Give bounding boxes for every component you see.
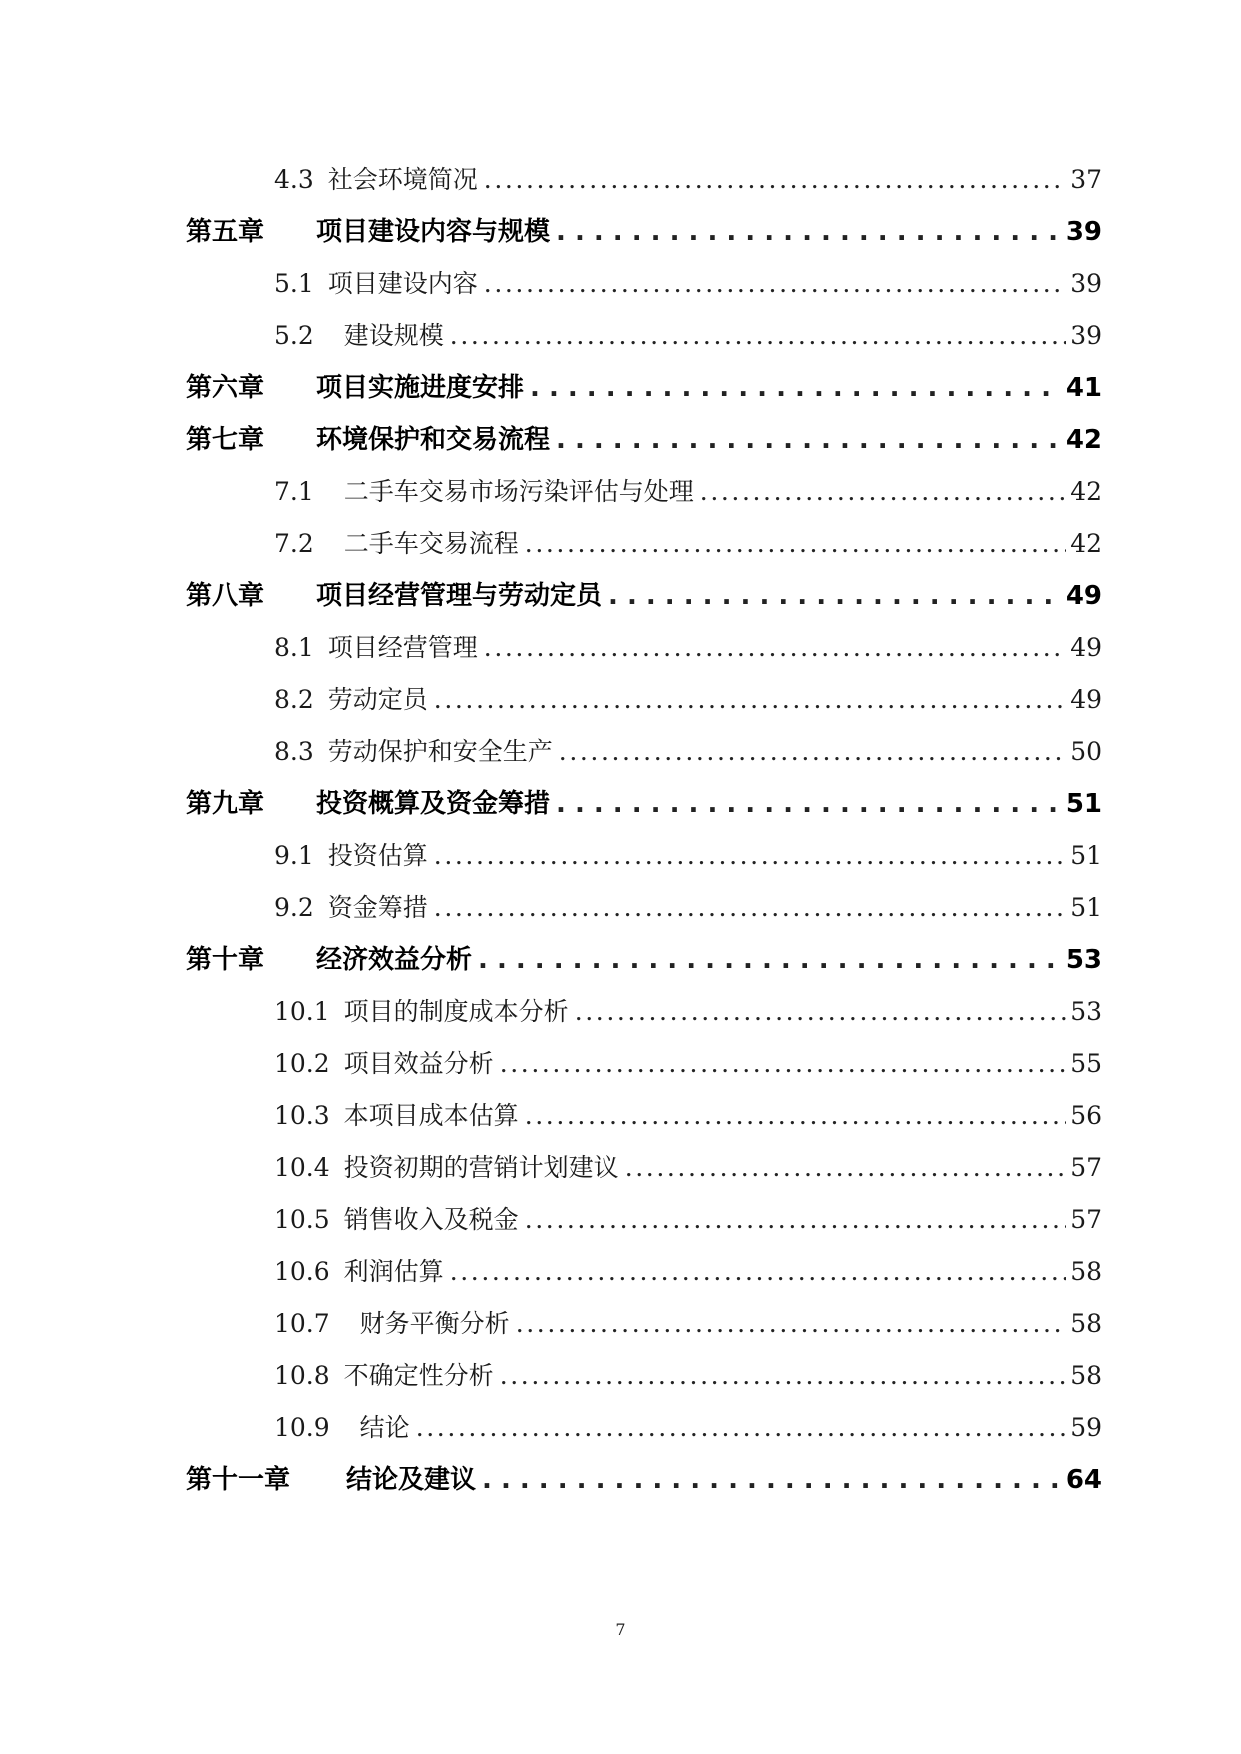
section-number: 9.2	[274, 893, 314, 922]
page-number: 37	[1070, 165, 1102, 194]
page-number: 39	[1065, 217, 1102, 247]
section-title: 投资估算	[327, 841, 428, 870]
dot-leader	[484, 622, 1066, 674]
page-number: 51	[1070, 841, 1102, 870]
section-title: 项目效益分析	[343, 1049, 494, 1078]
toc-chapter-9[interactable]	[186, 778, 1102, 830]
page-number: 42	[1070, 477, 1102, 506]
page-number: 51	[1070, 893, 1102, 922]
dot-leader	[434, 882, 1066, 934]
toc-section-9-1[interactable]	[186, 830, 1102, 882]
section-number: 10.8	[274, 1361, 330, 1390]
toc-chapter-5[interactable]	[186, 206, 1102, 258]
dot-leader	[500, 1350, 1067, 1402]
section-title: 项目经营管理	[327, 633, 478, 662]
section-number: 10.7	[274, 1309, 330, 1338]
toc-section-7-2[interactable]	[186, 518, 1102, 570]
chapter-title: 经济效益分析	[316, 945, 473, 975]
section-number: 8.2	[274, 685, 314, 714]
dot-leader	[525, 518, 1066, 570]
dot-leader	[484, 258, 1066, 310]
page-number: 49	[1070, 633, 1102, 662]
toc-chapter-11[interactable]	[186, 1454, 1102, 1506]
page-number: 57	[1070, 1153, 1102, 1182]
page-number: 49	[1065, 581, 1102, 611]
dot-leader	[608, 570, 1062, 622]
chapter-title: 项目经营管理与劳动定员	[316, 581, 603, 611]
section-title: 建设规模	[343, 321, 444, 350]
dot-leader	[625, 1142, 1067, 1194]
dot-leader	[700, 466, 1066, 518]
chapter-title: 项目实施进度安排	[316, 373, 525, 403]
section-number: 7.2	[274, 529, 314, 558]
page-number: 53	[1070, 997, 1102, 1026]
toc-section-10-1[interactable]	[186, 986, 1102, 1038]
page-number: 64	[1065, 1465, 1102, 1495]
section-number: 5.2	[274, 321, 314, 350]
dot-leader	[556, 778, 1062, 830]
section-title: 社会环境简况	[327, 165, 478, 194]
section-number: 5.1	[274, 269, 314, 298]
chapter-label: 第七章	[186, 425, 265, 455]
section-title: 销售收入及税金	[343, 1205, 519, 1234]
page-number: 42	[1065, 425, 1102, 455]
page-number: 58	[1070, 1309, 1102, 1338]
section-number: 9.1	[274, 841, 314, 870]
toc-section-8-2[interactable]	[186, 674, 1102, 726]
section-title: 不确定性分析	[343, 1361, 494, 1390]
page-number: 56	[1070, 1101, 1102, 1130]
dot-leader	[500, 1038, 1067, 1090]
toc-section-10-3[interactable]	[186, 1090, 1102, 1142]
toc-section-5-2[interactable]	[186, 310, 1102, 362]
dot-leader	[434, 830, 1066, 882]
chapter-title: 结论及建议	[346, 1465, 477, 1495]
section-number: 10.1	[274, 997, 330, 1026]
section-number: 8.1	[274, 633, 314, 662]
chapter-label: 第六章	[186, 373, 265, 403]
chapter-title: 环境保护和交易流程	[316, 425, 551, 455]
page-number: 59	[1070, 1413, 1102, 1442]
dot-leader	[516, 1298, 1067, 1350]
page-number: 41	[1065, 373, 1102, 403]
section-number: 10.3	[274, 1101, 330, 1130]
section-number: 10.2	[274, 1049, 330, 1078]
toc-section-8-3[interactable]	[186, 726, 1102, 778]
section-title: 项目的制度成本分析	[343, 997, 569, 1026]
chapter-label: 第九章	[186, 789, 265, 819]
dot-leader	[525, 1090, 1067, 1142]
toc-section-10-7[interactable]	[186, 1298, 1102, 1350]
section-title: 二手车交易流程	[343, 529, 519, 558]
page-number: 39	[1070, 269, 1102, 298]
toc-section-4-3[interactable]	[186, 154, 1102, 206]
page-number: 58	[1070, 1361, 1102, 1390]
table-of-contents	[186, 154, 1102, 1506]
page-number: 53	[1065, 945, 1102, 975]
toc-section-10-2[interactable]	[186, 1038, 1102, 1090]
toc-section-10-8[interactable]	[186, 1350, 1102, 1402]
chapter-label: 第十章	[186, 945, 265, 975]
page-footer-number: 7	[615, 1620, 626, 1639]
section-title: 资金筹措	[327, 893, 428, 922]
chapter-title: 项目建设内容与规模	[316, 217, 551, 247]
toc-section-9-2[interactable]	[186, 882, 1102, 934]
toc-chapter-8[interactable]	[186, 570, 1102, 622]
toc-chapter-7[interactable]	[186, 414, 1102, 466]
page-number: 55	[1070, 1049, 1102, 1078]
toc-section-10-5[interactable]	[186, 1194, 1102, 1246]
dot-leader	[525, 1194, 1067, 1246]
section-title: 财务平衡分析	[359, 1309, 510, 1338]
dot-leader	[575, 986, 1067, 1038]
section-number: 10.6	[274, 1257, 330, 1286]
page-number: 49	[1070, 685, 1102, 714]
section-title: 劳动定员	[327, 685, 428, 714]
section-number: 7.1	[274, 477, 314, 506]
toc-section-10-9[interactable]	[186, 1402, 1102, 1454]
chapter-label: 第八章	[186, 581, 265, 611]
dot-leader	[530, 362, 1062, 414]
dot-leader	[434, 674, 1066, 726]
dot-leader	[556, 206, 1062, 258]
chapter-title: 投资概算及资金筹措	[316, 789, 551, 819]
page-number: 57	[1070, 1205, 1102, 1234]
toc-section-10-4[interactable]	[186, 1142, 1102, 1194]
chapter-label: 第十一章	[186, 1465, 291, 1495]
toc-section-5-1[interactable]	[186, 258, 1102, 310]
toc-chapter-10[interactable]	[186, 934, 1102, 986]
toc-section-10-6[interactable]	[186, 1246, 1102, 1298]
page-number: 50	[1070, 737, 1102, 766]
page-number: 58	[1070, 1257, 1102, 1286]
section-title: 二手车交易市场污染评估与处理	[343, 477, 694, 506]
dot-leader	[556, 414, 1062, 466]
toc-chapter-6[interactable]	[186, 362, 1102, 414]
section-number: 10.5	[274, 1205, 330, 1234]
section-number: 10.9	[274, 1413, 330, 1442]
dot-leader	[482, 1454, 1062, 1506]
dot-leader	[416, 1402, 1067, 1454]
section-number: 8.3	[274, 737, 314, 766]
section-title: 利润估算	[343, 1257, 444, 1286]
dot-leader	[478, 934, 1062, 986]
dot-leader	[559, 726, 1066, 778]
section-title: 劳动保护和安全生产	[327, 737, 553, 766]
dot-leader	[484, 154, 1066, 206]
page-number: 39	[1070, 321, 1102, 350]
section-number: 4.3	[274, 165, 314, 194]
page-number: 51	[1065, 789, 1102, 819]
section-number: 10.4	[274, 1153, 330, 1182]
section-title: 结论	[359, 1413, 410, 1442]
toc-section-8-1[interactable]	[186, 622, 1102, 674]
dot-leader	[450, 1246, 1067, 1298]
page-number: 42	[1070, 529, 1102, 558]
toc-section-7-1[interactable]	[186, 466, 1102, 518]
dot-leader	[450, 310, 1066, 362]
section-title: 本项目成本估算	[343, 1101, 519, 1130]
section-title: 项目建设内容	[327, 269, 478, 298]
chapter-label: 第五章	[186, 217, 265, 247]
section-title: 投资初期的营销计划建议	[343, 1153, 619, 1182]
